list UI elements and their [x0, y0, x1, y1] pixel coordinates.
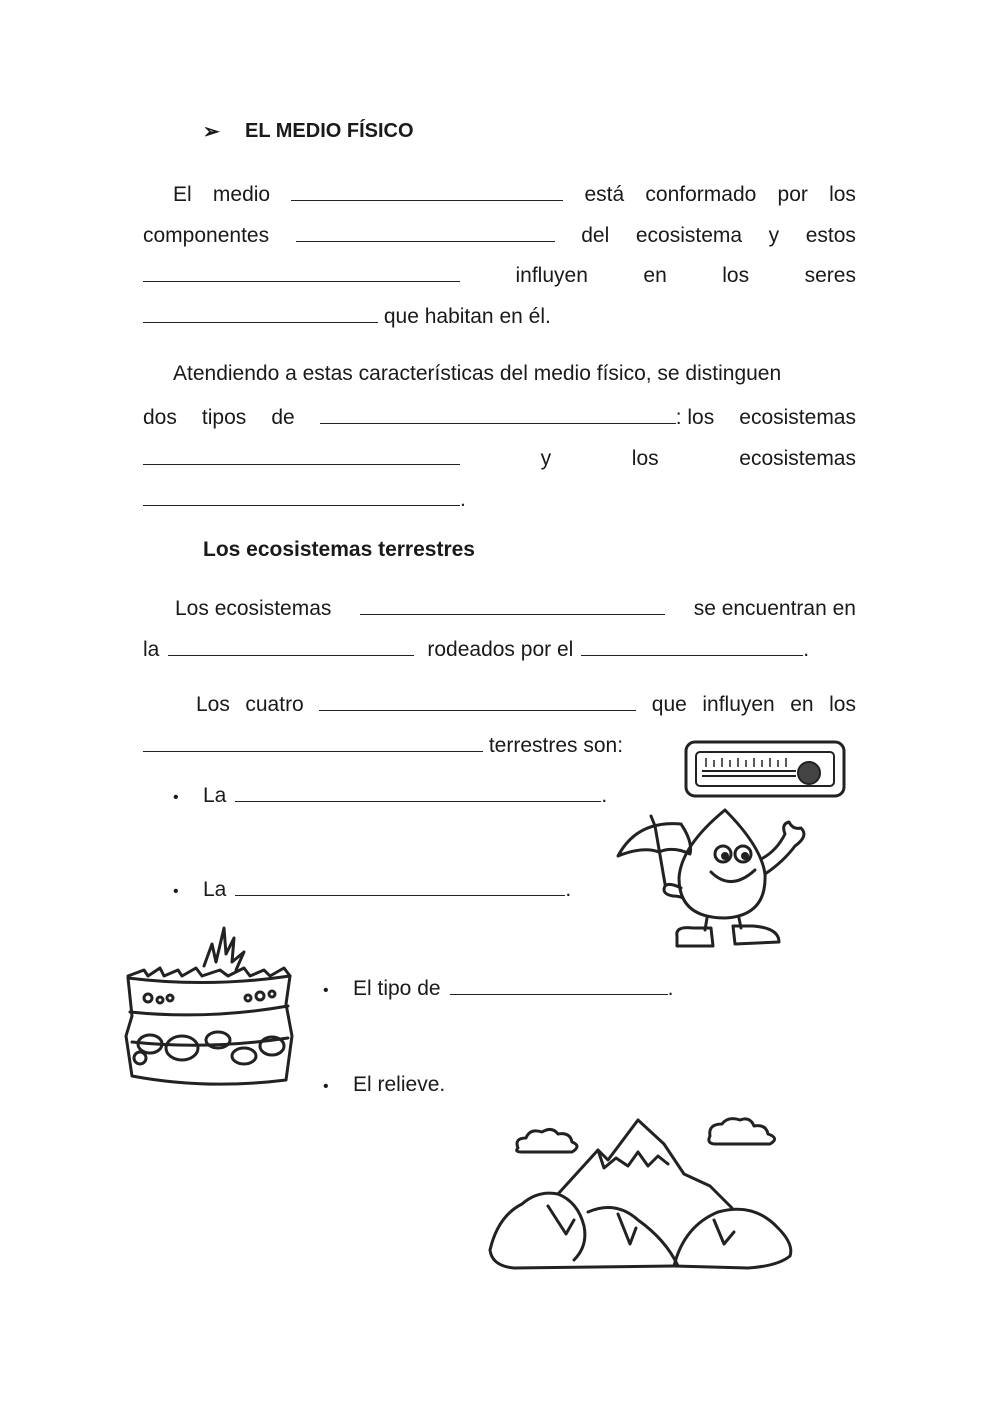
- text-segment: que: [651, 693, 687, 716]
- text-segment: Los ecosistemas: [175, 597, 332, 620]
- paragraph3-line2: [143, 634, 856, 663]
- bullet-item-relief: [323, 1072, 445, 1100]
- bullet-text: La: [203, 878, 227, 901]
- text-segment: ecosistema: [635, 224, 743, 247]
- text-segment: los: [829, 693, 856, 716]
- text-segment: y: [768, 224, 780, 247]
- text-segment: dos: [143, 406, 177, 429]
- text-segment: Los: [196, 693, 230, 716]
- subheading: Los ecosistemas terrestres: [203, 538, 475, 561]
- blank-field[interactable]: [450, 973, 668, 995]
- arrow-bullet-icon: ➢: [203, 121, 220, 143]
- paragraph2-line1: [173, 361, 856, 387]
- text-segment: conformado: [645, 183, 757, 206]
- blank-field[interactable]: [235, 874, 565, 896]
- bullet-item-temperature: [173, 780, 607, 811]
- blank-field[interactable]: [319, 689, 636, 711]
- paragraph3-line1: [175, 593, 856, 622]
- text-segment: que habitan en él.: [383, 305, 551, 328]
- text-segment: Atendiendo a estas características del medio físico, se distinguen: [173, 362, 782, 385]
- text-segment: influyen: [515, 264, 588, 287]
- paragraph2-line3: [143, 443, 856, 472]
- text-segment: los: [722, 264, 750, 287]
- text-segment: se encuentran en: [693, 597, 856, 620]
- bullet-marker: •: [323, 982, 329, 999]
- paragraph2-line2: [143, 402, 856, 431]
- bullet-text: La: [203, 784, 227, 807]
- paragraph1-line3: [143, 260, 856, 289]
- text-segment: .: [460, 488, 466, 511]
- bullet-text: El tipo de: [353, 977, 441, 1000]
- text-segment: ecosistemas: [739, 447, 856, 470]
- bullet-marker: •: [173, 883, 179, 900]
- text-segment: .: [803, 638, 810, 661]
- text-segment: ecosistemas: [739, 406, 856, 429]
- blank-field[interactable]: [235, 780, 601, 802]
- mountains-icon: [488, 1116, 800, 1272]
- bullet-marker: •: [173, 789, 179, 806]
- water-drop-character-icon: [615, 806, 815, 952]
- paragraph2-line4: [143, 484, 856, 513]
- blank-field[interactable]: [360, 593, 665, 615]
- bullet-item-humidity: [173, 874, 571, 905]
- section-title: EL MEDIO FÍSICO: [245, 120, 414, 142]
- text-segment: los: [829, 183, 856, 206]
- text-segment: terrestres son:: [488, 734, 624, 757]
- text-segment: medio: [212, 183, 271, 206]
- text-segment: por: [777, 183, 808, 206]
- blank-field[interactable]: [296, 220, 555, 242]
- text-segment: seres: [804, 264, 856, 287]
- text-segment: y: [540, 447, 552, 470]
- text-segment: : los: [675, 406, 715, 429]
- paragraph1-line4: [143, 301, 856, 330]
- text-segment: cuatro: [245, 693, 304, 716]
- blank-field[interactable]: [143, 260, 460, 282]
- text-segment: influyen: [702, 693, 775, 716]
- text-segment: .: [565, 878, 572, 901]
- text-segment: componentes: [143, 224, 270, 247]
- blank-field[interactable]: [143, 730, 483, 752]
- bullet-marker: •: [323, 1078, 329, 1095]
- section-heading: [203, 119, 414, 144]
- thermometer-icon: [684, 740, 846, 798]
- text-segment: .: [667, 977, 674, 1000]
- text-segment: del: [581, 224, 610, 247]
- paragraph4-line1: [196, 689, 856, 718]
- blank-field[interactable]: [291, 179, 563, 201]
- blank-field[interactable]: [320, 402, 676, 424]
- text-segment: tipos: [201, 406, 247, 429]
- blank-group: [320, 402, 715, 431]
- blank-field[interactable]: [143, 443, 460, 465]
- soil-layers-icon: [124, 926, 296, 1090]
- text-segment: en: [643, 264, 667, 287]
- text-segment: en: [790, 693, 814, 716]
- blank-field[interactable]: [143, 484, 460, 506]
- text-segment: está: [584, 183, 625, 206]
- text-segment: El: [173, 183, 192, 206]
- text-segment: estos: [805, 224, 856, 247]
- text-segment: de: [271, 406, 295, 429]
- paragraph1-line1: [173, 179, 856, 208]
- blank-field[interactable]: [143, 301, 378, 323]
- text-segment: .: [601, 784, 608, 807]
- paragraph1-line2: [143, 220, 856, 249]
- text-segment: la: [143, 638, 160, 661]
- blank-field[interactable]: [168, 634, 414, 656]
- text-segment: los: [631, 447, 659, 470]
- text-segment: rodeados por el: [427, 638, 574, 661]
- bullet-item-soil: [323, 973, 673, 1004]
- blank-field[interactable]: [581, 634, 803, 656]
- bullet-text: El relieve.: [353, 1073, 446, 1096]
